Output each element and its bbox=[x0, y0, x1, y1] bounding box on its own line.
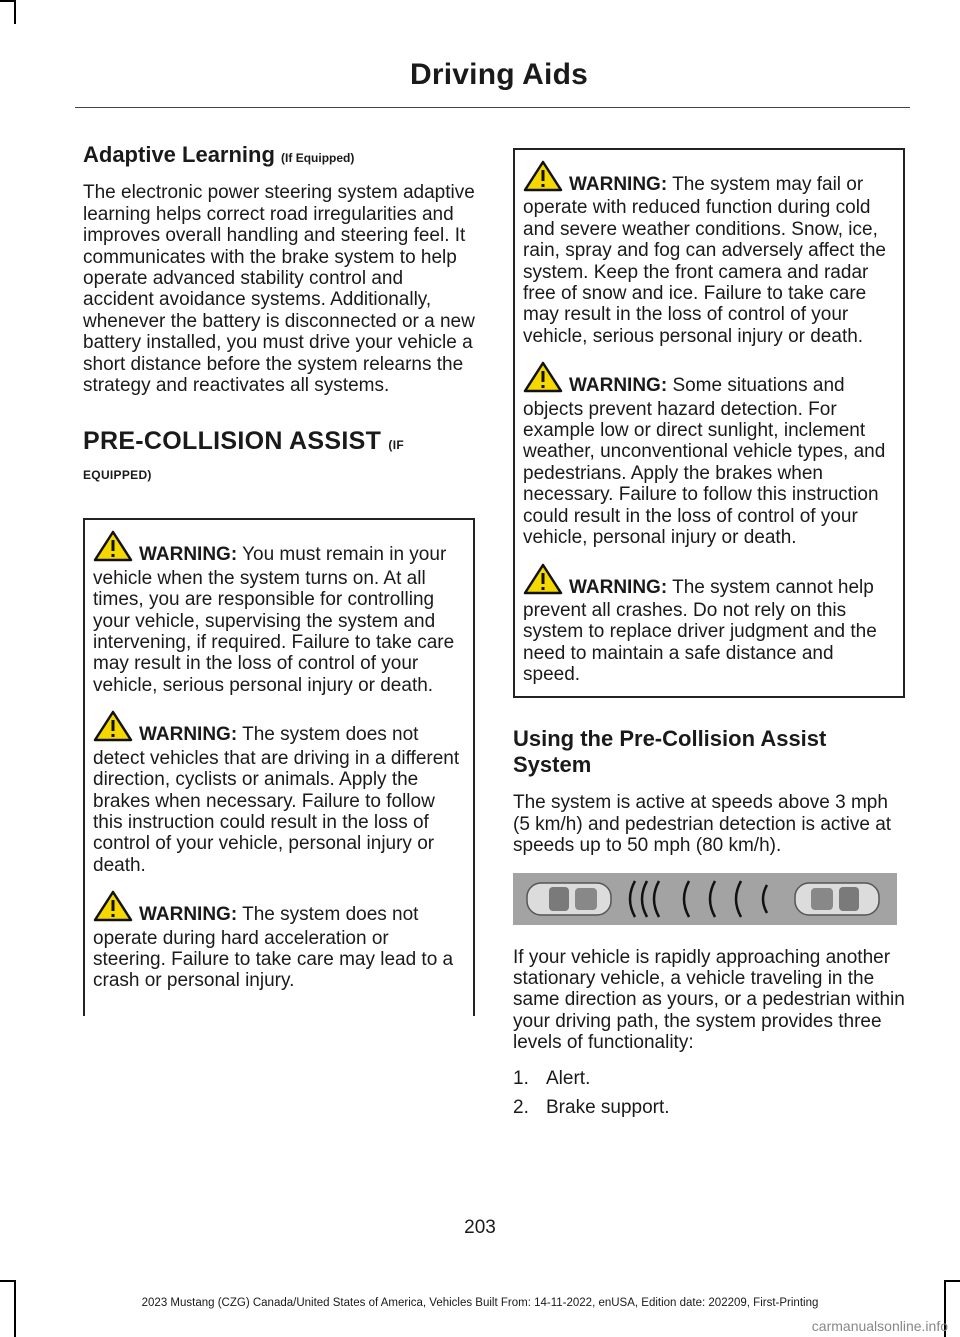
crop-mark bbox=[0, 0, 14, 2]
approaching-text: If your vehicle is rapidly approaching another stationary vehicle, a vehicle traveling in the same direction as yours, or a pedestrian within your driving path, the system provides three levels of functionality: bbox=[513, 946, 905, 1054]
watermark: carmanualsonline.info bbox=[811, 1318, 948, 1334]
footer-text: 2023 Mustang (CZG) Canada/United States of America, Vehicles Built From: 14-11-2022, enUSA, Edition date: 202209, First-Printing bbox=[141, 1297, 819, 1309]
crop-mark bbox=[944, 1280, 960, 1282]
right-column bbox=[513, 148, 905, 1126]
list-item bbox=[513, 1097, 905, 1118]
warning-label: WARNING: bbox=[139, 904, 238, 926]
left-column bbox=[83, 142, 475, 1016]
warning-text: The system may fail or operate with reduced function during cold and severe weather conditions. Snow, ice, rain, spray and fog can adversely affect the system. Keep the front camera and radar free of snow and ice. Failure to take care may result in the loss of control of your vehicle, serious personal injury or death. bbox=[523, 174, 886, 347]
warning-label: WARNING: bbox=[569, 174, 668, 195]
warning-label: WARNING: bbox=[139, 544, 238, 566]
pre-collision-illustration bbox=[513, 873, 897, 925]
warning-triangle-icon bbox=[93, 530, 133, 567]
warning-label: WARNING: bbox=[139, 724, 238, 746]
warning-box-right bbox=[513, 148, 905, 698]
adaptive-learning-qualifier: (If Equipped) bbox=[281, 151, 355, 165]
speeds-text: The system is active at speeds above 3 mph (5 km/h) and pedestrian detection is active at speeds up to 50 mph (80 km/h). bbox=[513, 792, 892, 857]
pre-collision-qualifier: (IF EQUIPPED) bbox=[83, 438, 404, 483]
header-divider bbox=[75, 107, 910, 108]
warning-item bbox=[523, 563, 895, 686]
warning-text: You must remain in your vehicle when the system turns on. At all times, you are responsible for controlling your vehicle, supervising the system and intervening, if required. Failure to take care may result in the loss of control of your vehicle, serious personal injury or death. bbox=[93, 544, 455, 696]
adaptive-learning-heading-text: Adaptive Learning bbox=[83, 142, 275, 167]
warning-label: WARNING: bbox=[569, 375, 668, 397]
warning-item bbox=[93, 530, 465, 696]
warning-item bbox=[523, 160, 895, 347]
warning-triangle-icon bbox=[523, 160, 563, 197]
warning-text: Some situations and objects prevent hazard detection. For example low or direct sunlight, inclement weather, unconventional vehicle types, and pedestrians. Apply the brakes when necessary. Failure to follow this instruction could result in the loss of control of your vehicle, personal injury or death. bbox=[523, 375, 886, 549]
list-item bbox=[513, 1068, 905, 1089]
crop-mark bbox=[14, 0, 16, 24]
adaptive-learning-body: The electronic power steering system adaptive learning helps correct road irregularities and improves overall handling and steering feel. It communicates with the brake system to help operate advanced stability control and accident avoidance systems. Additionally, whenever the battery is disconnected or a new battery installed, you must drive your vehicle a short distance before the system relearns the strategy and reactivates all systems. bbox=[83, 182, 475, 397]
car-radar-icon bbox=[513, 873, 897, 925]
warning-triangle-icon bbox=[93, 710, 133, 747]
warning-text: The system does not operate during hard acceleration or steering. Failure to take care may lead to a crash or personal injury. bbox=[93, 904, 454, 992]
warning-triangle-icon bbox=[523, 563, 563, 600]
page-number: 203 bbox=[464, 1217, 496, 1238]
page-title: Driving Aids bbox=[410, 58, 588, 91]
warning-box-left bbox=[83, 518, 475, 1016]
functionality-levels bbox=[513, 1068, 905, 1119]
warning-text: The system cannot help prevent all crashes. Do not rely on this system to replace driver judgment and the need to maintain a safe distance and speed. bbox=[523, 576, 877, 686]
pre-collision-heading-text: PRE-COLLISION ASSIST bbox=[83, 427, 382, 456]
adaptive-learning-heading bbox=[83, 142, 475, 168]
warning-triangle-icon bbox=[93, 890, 133, 927]
warning-triangle-icon bbox=[523, 361, 563, 398]
warning-item bbox=[93, 710, 465, 876]
using-pca-heading: Using the Pre-Collision Assist System bbox=[513, 725, 827, 777]
pre-collision-heading bbox=[83, 426, 475, 486]
warning-item bbox=[93, 890, 465, 992]
list-text: Brake support. bbox=[546, 1096, 670, 1118]
crop-mark bbox=[0, 1280, 14, 1282]
list-number: 2. bbox=[513, 1096, 529, 1118]
list-text: Alert. bbox=[546, 1067, 591, 1089]
warning-label: WARNING: bbox=[569, 576, 668, 598]
list-number: 1. bbox=[513, 1067, 529, 1089]
warning-item bbox=[523, 361, 895, 548]
warning-text: The system does not detect vehicles that are driving in a different direction, cyclists or animals. Apply the brakes when necessary. Failure to follow this instruction could result in the loss of control of your vehicle, personal injury or death. bbox=[93, 724, 460, 876]
